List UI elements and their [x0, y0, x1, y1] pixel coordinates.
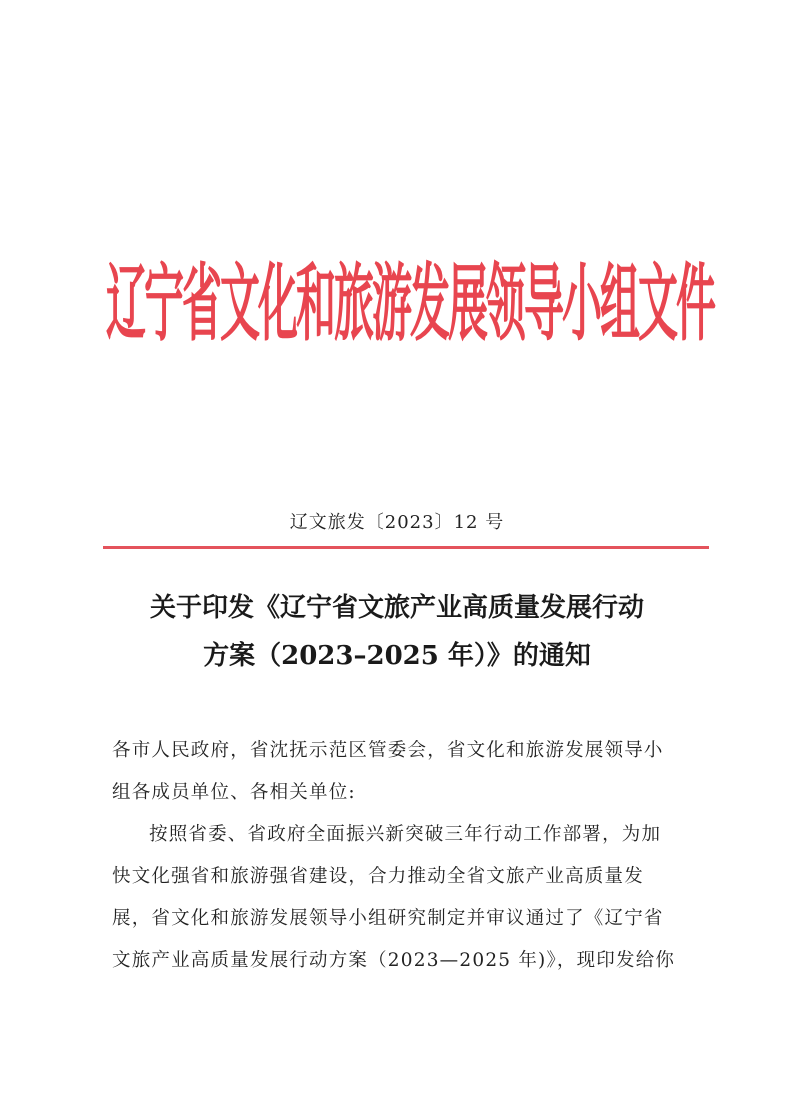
title-line-1: 关于印发《辽宁省文旅产业高质量发展行动 — [149, 593, 644, 623]
document-title — [100, 584, 694, 680]
addressee-line-2: 组各成员单位、各相关单位: — [112, 782, 356, 803]
document-number: 辽文旅发〔2023〕12 号 — [289, 512, 505, 533]
document-body — [112, 730, 702, 982]
paragraph-line-3: 展，省文化和旅游发展领导小组研究制定并审议通过了《辽宁省 — [112, 908, 664, 929]
title-line-2: 方案（2023–2025 年）》的通知 — [203, 641, 591, 671]
paragraph-line-2: 快文化强省和旅游强省建设，合力推动全省文旅产业高质量发 — [112, 866, 644, 887]
document-masthead — [100, 250, 720, 360]
masthead-title: 辽宁省文化和旅游发展领导小组文件 — [106, 256, 714, 354]
addressee-line-1: 各市人民政府，省沈抚示范区管委会，省文化和旅游发展领导小 — [112, 740, 664, 761]
red-divider-line — [103, 546, 709, 549]
paragraph-line-4: 文旅产业高质量发展行动方案（2023—2025 年)》，现印发给你 — [112, 950, 676, 971]
paragraph-line-1: 按照省委、省政府全面振兴新突破三年行动工作部署，为加 — [149, 824, 662, 845]
